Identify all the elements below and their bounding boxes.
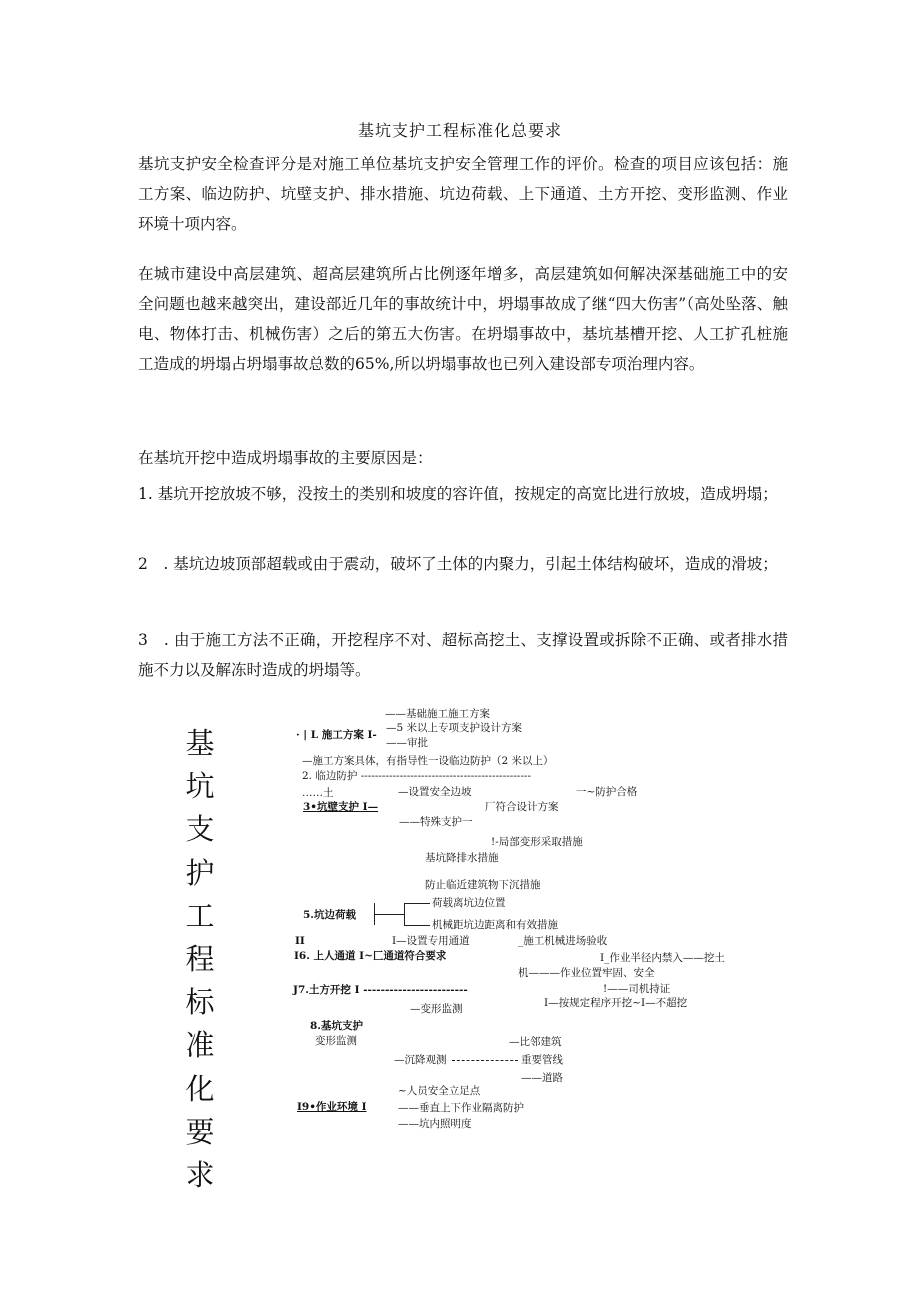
diagram-label: ~人员安全立足点: [398, 1085, 481, 1097]
diagram-label: 重要管线: [521, 1054, 563, 1066]
vertical-title-char: 准: [185, 1028, 215, 1063]
diagram-label: I_作业半径内禁入——挖土: [600, 952, 725, 964]
diagram-label: _施工机械进场验收: [518, 935, 608, 947]
diagram-node-edge-protection: 2. 临边防护 ------------------------------------------------: [302, 770, 531, 782]
vertical-title-char: 基: [185, 726, 215, 760]
vertical-title-char: 程: [185, 942, 215, 977]
diagram-label: I—设置专用通道: [392, 935, 470, 947]
vertical-title-char: 求: [185, 1158, 215, 1193]
background-paragraph: 在城市建设中高层建筑、超高层建筑所占比例逐年增多，高层建筑如何解决深基础施工中的安全问题也越来越突出，建设部近几年的事故统计中，坍塌事故成了继“四大伤害”（高处坠落、触电、物体打击、机械伤害）之后的第五大伤害。在坍塌事故中，基坑基槽开挖、人工扩孔桩施工造成的坍塌占坍塌事故总数的65%,所以坍塌事故也已列入建设部专项治理内容。: [138, 265, 788, 373]
vertical-title-char: 标: [185, 985, 215, 1020]
cause-item-2: 2 . 基坑边坡顶部超载或由于震动，破坏了土体的内聚力，引起土体结构破坏，造成的滑坡；: [138, 555, 778, 573]
diagram-label: —变形监测: [410, 1003, 463, 1015]
diagram-label: 厂符合设计方案: [485, 801, 559, 813]
diagram-label: —沉降观测: [394, 1054, 447, 1066]
vertical-title-char: 工: [185, 898, 215, 933]
vertical-title-char: 要: [185, 1114, 215, 1149]
diagram-bracket: [404, 903, 405, 925]
vertical-title-char: 支: [185, 812, 215, 847]
diagram-label: —设置安全边坡: [398, 786, 472, 798]
diagram-label: ……土: [302, 787, 334, 799]
diagram-node-deformation-monitoring: 8.基坑支护: [310, 1020, 363, 1032]
diagram-node-work-environment: I9•作业环境 I: [297, 1101, 367, 1113]
diagram-label: 防止临近建筑物下沉措施: [425, 879, 541, 891]
diagram-label: —施工方案具体，有指导性一设临边防护（2 米以上）: [302, 755, 554, 767]
diagram-label: I—按规定程序开挖~I—不超挖: [544, 997, 688, 1009]
diagram-label: !-局部变形采取措施: [491, 836, 583, 848]
diagram-label: ——垂直上下作业隔离防护: [398, 1102, 524, 1114]
diagram-label: 一~防护合格: [576, 786, 638, 798]
diagram-label: !——司机持证: [603, 983, 671, 995]
diagram-label: ——特殊支护一: [399, 816, 473, 828]
diagram-node-drainage: 基坑降排水措施: [425, 852, 499, 864]
diagram-node-pit-wall-support: 3•坑壁支护 I—: [303, 801, 379, 813]
diagram-label: 荷载离坑边位置: [432, 897, 506, 909]
diagram-node-edge-load: 5.坑边荷载: [303, 909, 356, 921]
diagram-connector: [452, 1060, 518, 1061]
diagram-node-excavation: J7.土方开挖 I ------------------------: [293, 984, 468, 996]
page-title: 基坑支护工程标准化总要求: [357, 121, 562, 140]
cause-item-3: 3 . 由于施工方法不正确，开挖程序不对、超标高挖土、支撑设置或拆除不正确、或者排水措施不力以及解冻时造成的坍塌等。: [138, 631, 788, 679]
vertical-title-char: 护: [185, 855, 215, 890]
cause-item-1: 1. 基坑开挖放坡不够，没按土的类别和坡度的容许值，按规定的高宽比进行放坡，造成坍塌；: [138, 485, 778, 503]
diagram-node-access-passage: I6. 上人通道 I~匚通道符合要求: [294, 950, 447, 962]
diagram-node-construction-plan: · | L 施工方案 I-: [296, 729, 377, 741]
diagram-connector: [404, 925, 430, 926]
diagram-connector: [404, 903, 430, 904]
diagram-label: 机———作业位置牢固、安全: [518, 967, 655, 979]
diagram-label: ——坑内照明度: [398, 1118, 472, 1130]
diagram-label: II: [295, 935, 305, 947]
intro-paragraph: 基坑支护安全检查评分是对施工单位基坑支护安全管理工作的评价。检查的项目应该包括：施工方案、临边防护、坑壁支护、排水措施、坑边荷载、上下通道、土方开挖、变形监测、作业环境十项内容。: [138, 155, 788, 233]
diagram-label: ——审批: [386, 737, 428, 749]
diagram-label: —比邻建筑: [509, 1036, 562, 1048]
diagram-connector: [374, 914, 404, 915]
diagram-label: —5 米以上专项支护设计方案: [386, 722, 523, 734]
diagram-label: ——基础施工施工方案: [385, 708, 490, 720]
causes-heading: 在基坑开挖中造成坍塌事故的主要原因是：: [138, 449, 433, 467]
diagram-label: ——道路: [521, 1072, 563, 1084]
vertical-title-char: 坑: [185, 769, 215, 804]
vertical-title-char: 化: [185, 1071, 215, 1106]
diagram-label: 机械距坑边距离和有效措施: [432, 919, 558, 931]
vertical-title: [182, 722, 218, 1193]
diagram-label: 变形监测: [315, 1035, 357, 1047]
